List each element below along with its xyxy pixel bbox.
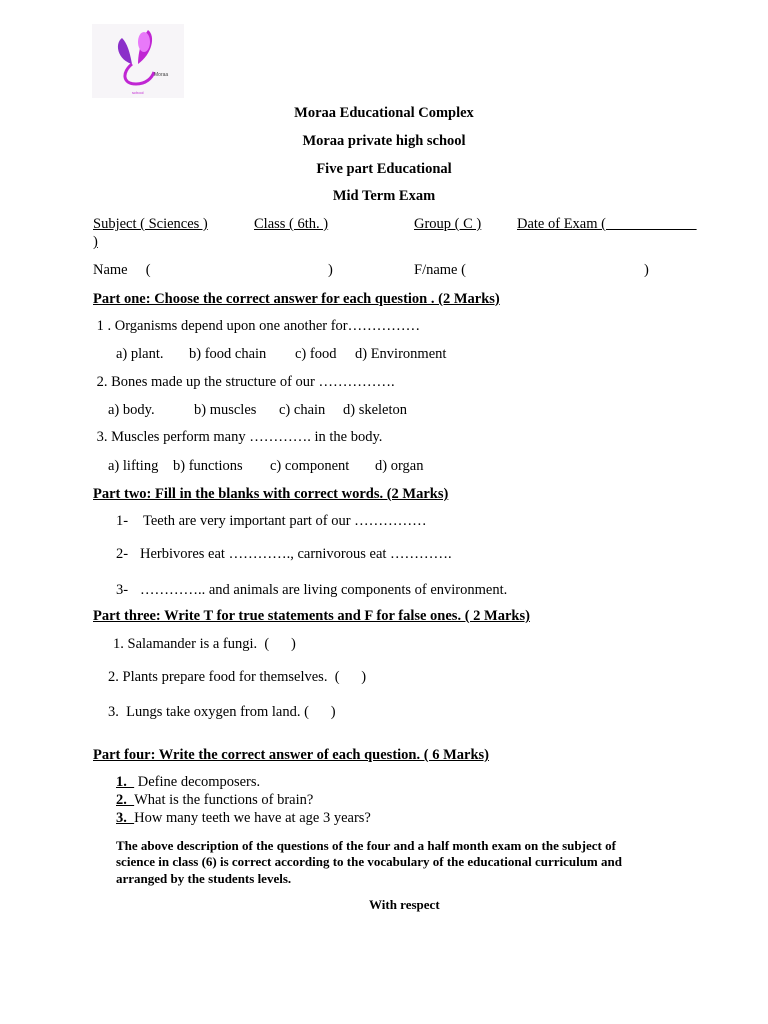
- true-false-2: 2. Plants prepare food for themselves. ( ): [108, 669, 367, 685]
- closing-with-respect: With respect: [369, 897, 440, 912]
- question-4-2: [116, 792, 313, 809]
- group-field: Group ( C ): [414, 216, 482, 232]
- question-2-option-a: a) body.: [108, 402, 155, 418]
- fill-blank-3-text: ………….. and animals are living components of environment.: [140, 582, 508, 598]
- question-4-1: [116, 774, 260, 791]
- class-field: Class ( 6th. ): [254, 216, 329, 232]
- date-of-exam-close: ): [93, 234, 98, 250]
- student-name-open: Name (: [93, 262, 151, 278]
- subject-field: Subject ( Sciences ): [93, 216, 208, 232]
- part-one-heading: Part one: Choose the correct answer for each question . (2 Marks): [93, 291, 500, 307]
- logo-sub-text: school: [132, 90, 144, 95]
- question-1-option-c: c) food: [295, 346, 337, 362]
- date-of-exam-label: Date of Exam (: [517, 216, 606, 232]
- question-1-option-d: d) Environment: [355, 346, 447, 362]
- fill-blank-3-number: 3-: [116, 582, 129, 598]
- question-2: 2. Bones made up the structure of our …………….: [93, 374, 395, 390]
- question-3-option-d: d) organ: [375, 458, 424, 474]
- part-two-heading: Part two: Fill in the blanks with correct words. (2 Marks): [93, 486, 449, 502]
- logo-mark-text: Moraa: [154, 72, 169, 78]
- father-name-close: ): [644, 262, 649, 278]
- question-3: 3. Muscles perform many …………. in the body.: [93, 429, 383, 445]
- fill-blank-2-text: Herbivores eat …………., carnivorous eat ………….: [140, 546, 452, 562]
- question-4-2-text: What is the functions of brain?: [134, 792, 314, 808]
- question-4-2-number: 2.: [116, 792, 135, 808]
- date-of-exam-field: [517, 216, 713, 233]
- part-three-heading: Part three: Write T for true statements and F for false ones. ( 2 Marks): [93, 608, 530, 624]
- question-3-option-b: b) functions: [173, 458, 243, 474]
- footer-note-line-1: The above description of the questions of the four and a half month exam on the subject of: [116, 838, 616, 853]
- question-1-option-a: a) plant.: [116, 346, 164, 362]
- question-2-option-d: d) skeleton: [343, 402, 408, 418]
- question-1-option-b: b) food chain: [189, 346, 267, 362]
- footer-note-line-2: science in class (6) is correct according to the vocabulary of the educational curriculum and: [116, 854, 622, 869]
- part-four-heading: Part four: Write the correct answer of each question. ( 6 Marks): [93, 747, 489, 763]
- school-complex-title: Moraa Educational Complex: [294, 105, 474, 121]
- question-2-option-c: c) chain: [279, 402, 326, 418]
- true-false-3: 3. Lungs take oxygen from land. ( ): [108, 704, 336, 720]
- question-3-option-c: c) component: [270, 458, 350, 474]
- educational-part-title: Five part Educational: [316, 161, 452, 177]
- fill-blank-2-number: 2-: [116, 546, 129, 562]
- father-name-open: F/name (: [414, 262, 466, 278]
- student-name-close: ): [328, 262, 333, 278]
- logo-petal-top: [138, 32, 150, 52]
- fill-blank-1-number: 1-: [116, 513, 129, 529]
- exam-title: Mid Term Exam: [332, 188, 436, 204]
- true-false-1: 1. Salamander is a fungi. ( ): [113, 636, 296, 652]
- question-4-3-text: How many teeth we have at age 3 years?: [134, 810, 371, 826]
- date-of-exam-blank: [606, 216, 697, 232]
- question-4-3-number: 3.: [116, 810, 135, 826]
- question-4-1-number: 1.: [116, 774, 135, 790]
- footer-note-line-3: arranged by the students levels.: [116, 871, 292, 886]
- logo-background: [92, 24, 184, 98]
- question-3-option-a: a) lifting: [108, 458, 159, 474]
- question-4-1-text: Define decomposers.: [134, 774, 261, 790]
- fill-blank-1-text: Teeth are very important part of our ……………: [143, 513, 427, 529]
- question-2-option-b: b) muscles: [194, 402, 257, 418]
- school-name: Moraa private high school: [302, 133, 466, 149]
- question-1: 1 . Organisms depend upon one another for……………: [93, 318, 421, 334]
- school-logo: [92, 24, 184, 98]
- question-4-3: [116, 810, 371, 827]
